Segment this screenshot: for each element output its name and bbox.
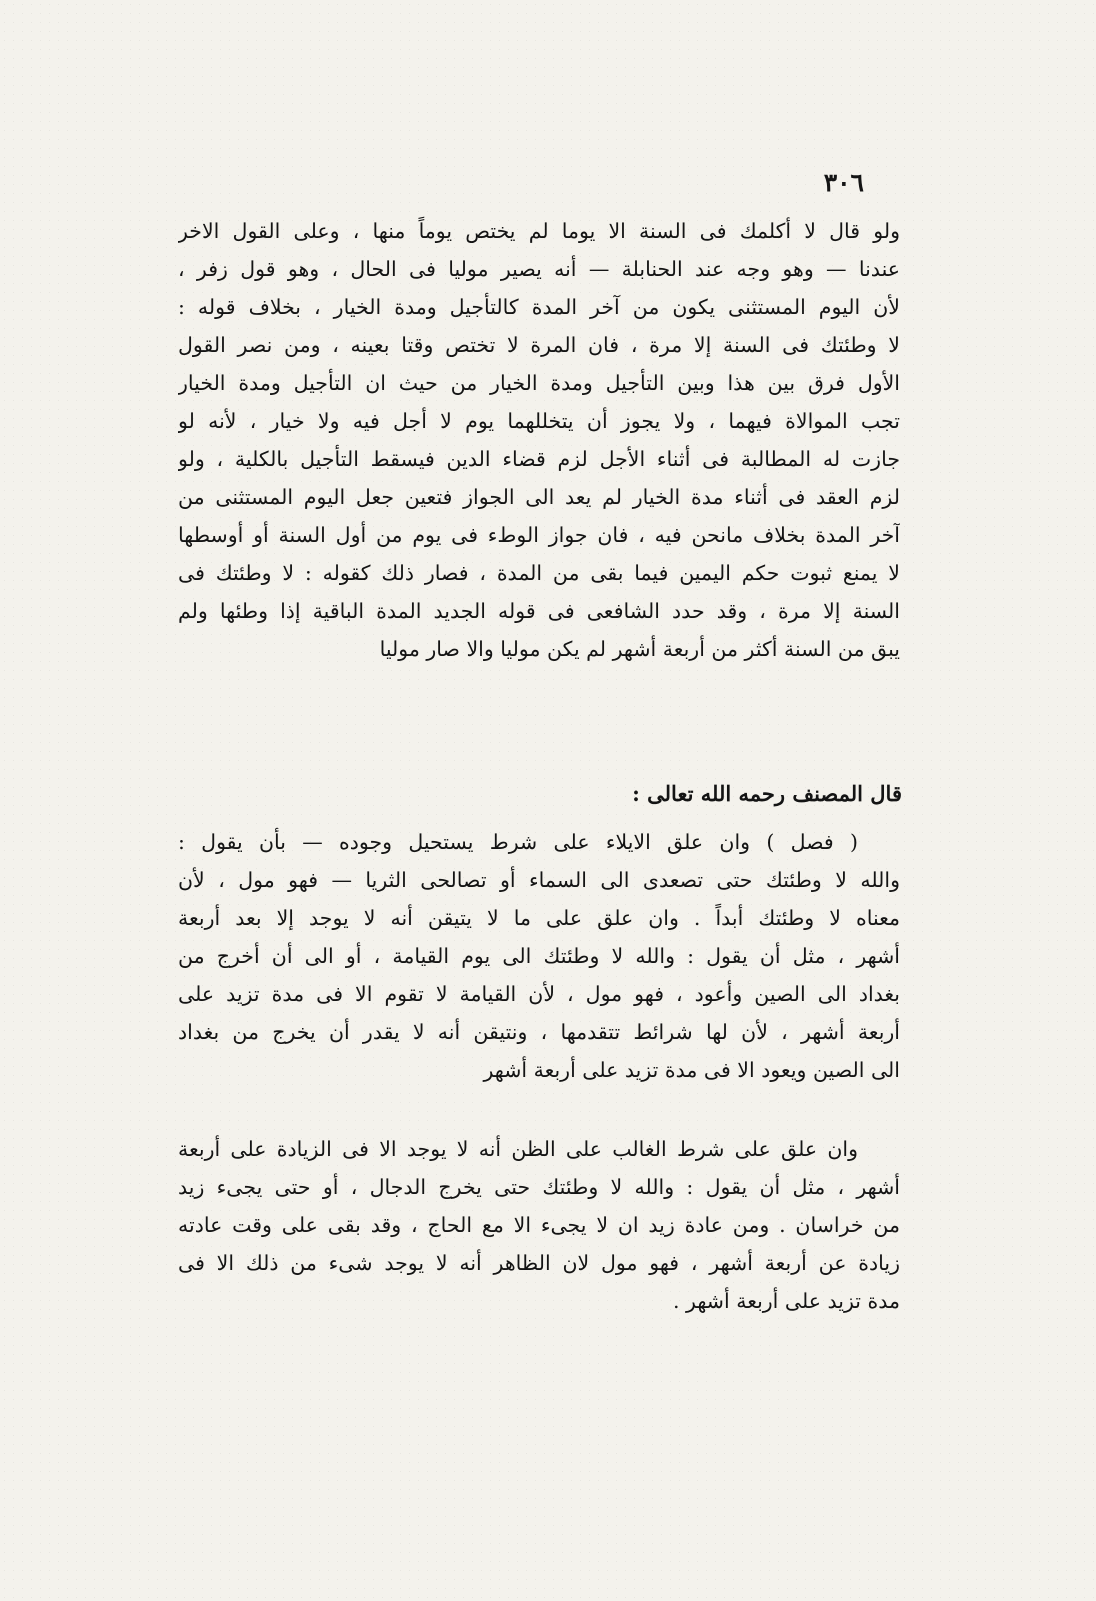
text-line: السنة إلا مرة ، وقد حدد الشافعى فى قوله الجديد المدة الباقية إذا وطئها ولم bbox=[178, 599, 900, 623]
text-line: أربعة أشهر ، لأن لها شرائط تتقدمها ، ونتيقن أنه لا يقدر أن يخرج من بغداد bbox=[178, 1020, 900, 1044]
text-line: معناه لا وطئتك أبداً . وان علق على ما لا يتيقن أنه لا يوجد إلا بعد أربعة bbox=[178, 906, 900, 930]
text-line: لزم العقد فى أثناء مدة الخيار لم يعد الى الجواز فتعين جعل اليوم المستثنى من bbox=[178, 485, 900, 509]
text-line: لأن اليوم المستثنى يكون من آخر المدة كالتأجيل ومدة الخيار ، بخلاف قوله : bbox=[178, 295, 900, 319]
text-line: ( فصل ) وان علق الايلاء على شرط يستحيل وجوده — بأن يقول : bbox=[178, 830, 858, 854]
text-line: بغداد الى الصين وأعود ، فهو مول ، لأن القيامة لا تقوم الا فى مدة تزيد على bbox=[178, 982, 900, 1006]
paragraph-2 bbox=[178, 823, 900, 1089]
text-line: والله لا وطئتك حتى تصعدى الى السماء أو تصالحى الثريا — فهو مول ، لأن bbox=[178, 868, 900, 892]
text-line: زيادة عن أربعة أشهر ، فهو مول لان الظاهر أنه لا يوجد شىء من ذلك الا فى bbox=[178, 1251, 900, 1275]
text-line: الأول فرق بين هذا وبين التأجيل ومدة الخيار من حيث ان التأجيل ومدة الخيار bbox=[178, 371, 900, 395]
text-line: أشهر ، مثل أن يقول : والله لا وطئتك حتى يخرج الدجال ، أو حتى يجىء زيد bbox=[178, 1175, 900, 1199]
text-line: الى الصين ويعود الا فى مدة تزيد على أربعة أشهر bbox=[483, 1058, 900, 1082]
section-heading: قال المصنف رحمه الله تعالى : bbox=[632, 781, 902, 806]
text-line: لا يمنع ثبوت حكم اليمين فيما بقى من المدة ، فصار ذلك كقوله : لا وطئتك فى bbox=[178, 561, 900, 585]
text-line: جازت له المطالبة فى أثناء الأجل لزم قضاء الدين فيسقط التأجيل بالكلية ، ولو bbox=[178, 447, 900, 471]
paragraph-1 bbox=[178, 212, 900, 668]
text-line: لا وطئتك فى السنة إلا مرة ، فان المرة لا تختص وقتا بعينه ، ومن نصر القول bbox=[178, 333, 900, 357]
text-line: أشهر ، مثل أن يقول : والله لا وطئتك الى يوم القيامة ، أو الى أن أخرج من bbox=[178, 944, 900, 968]
text-line: يبق من السنة أكثر من أربعة أشهر لم يكن موليا والا صار موليا bbox=[379, 637, 900, 661]
page-number: ٣٠٦ bbox=[823, 168, 864, 197]
text-line: عندنا — وهو وجه عند الحنابلة — أنه يصير موليا فى الحال ، وهو قول زفر ، bbox=[178, 257, 900, 281]
text-line: ولو قال لا أكلمك فى السنة الا يوما لم يختص يوماً منها ، وعلى القول الاخر bbox=[178, 219, 900, 243]
text-line: من خراسان . ومن عادة زيد ان لا يجىء الا مع الحاج ، وقد بقى على وقت عادته bbox=[178, 1213, 900, 1237]
text-line: وان علق على شرط الغالب على الظن أنه لا يوجد الا فى الزيادة على أربعة bbox=[178, 1137, 858, 1161]
text-line: آخر المدة بخلاف مانحن فيه ، فان جواز الوطء فى يوم من أول السنة أو أوسطها bbox=[178, 523, 900, 547]
text-line: مدة تزيد على أربعة أشهر . bbox=[673, 1289, 900, 1313]
text-line: تجب الموالاة فيهما ، ولا يجوز أن يتخللهما يوم لا أجل فيه ولا خيار ، لأنه لو bbox=[178, 409, 900, 433]
paragraph-3 bbox=[178, 1130, 900, 1320]
